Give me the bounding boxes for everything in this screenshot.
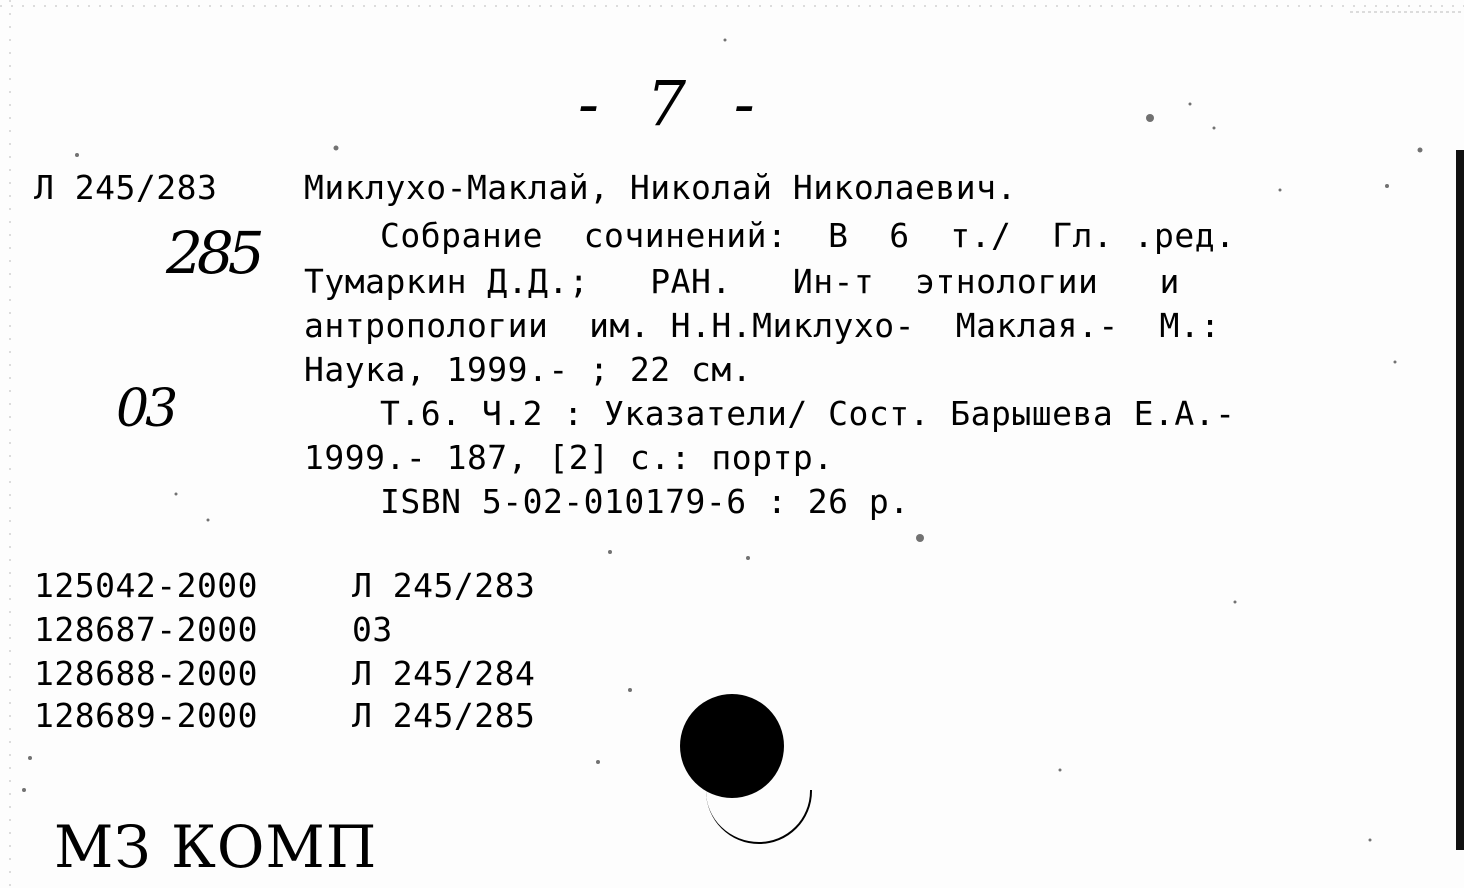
shelf-mark: Л 245/283 <box>352 566 536 605</box>
shelf-mark: Л 245/285 <box>352 696 536 735</box>
punch-hole-outline <box>706 790 812 844</box>
inventory-number: 128689-2000 <box>34 696 259 735</box>
inventory-number: 128687-2000 <box>34 610 259 649</box>
shelf-mark: 03 <box>352 610 393 649</box>
volume-line-2: 1999.- 187, [2] с.: портр. <box>304 438 834 477</box>
handwritten-department-mark: МЗ КОМП <box>54 813 378 881</box>
title-line-1: Собрание сочинений: В 6 т./ Гл. .ред. <box>380 216 1236 255</box>
isbn-line: ISBN 5-02-010179-6 : 26 р. <box>380 482 910 521</box>
punch-hole <box>680 694 784 798</box>
title-line-4: Наука, 1999.- ; 22 см. <box>304 350 753 389</box>
page-number: - 7 - <box>578 67 769 140</box>
handwritten-shelf-number: 285 <box>166 219 259 287</box>
call-number: Л 245/283 <box>34 168 218 207</box>
volume-line-1: Т.6. Ч.2 : Указатели/ Сост. Барышева Е.А.- <box>380 394 1236 433</box>
title-line-3: антропологии им. Н.Н.Миклухо- Маклая.- М.: <box>304 306 1221 345</box>
shelf-mark: Л 245/284 <box>352 654 536 693</box>
handwritten-collection-mark: 03 <box>116 379 175 439</box>
card-right-edge <box>1456 150 1464 850</box>
inventory-number: 125042-2000 <box>34 566 259 605</box>
author-heading: Миклухо-Маклай, Николай Николаевич. <box>304 168 1017 207</box>
title-line-2: Тумаркин Д.Д.; РАН. Ин-т этнологии и <box>304 262 1180 301</box>
inventory-number: 128688-2000 <box>34 654 259 693</box>
